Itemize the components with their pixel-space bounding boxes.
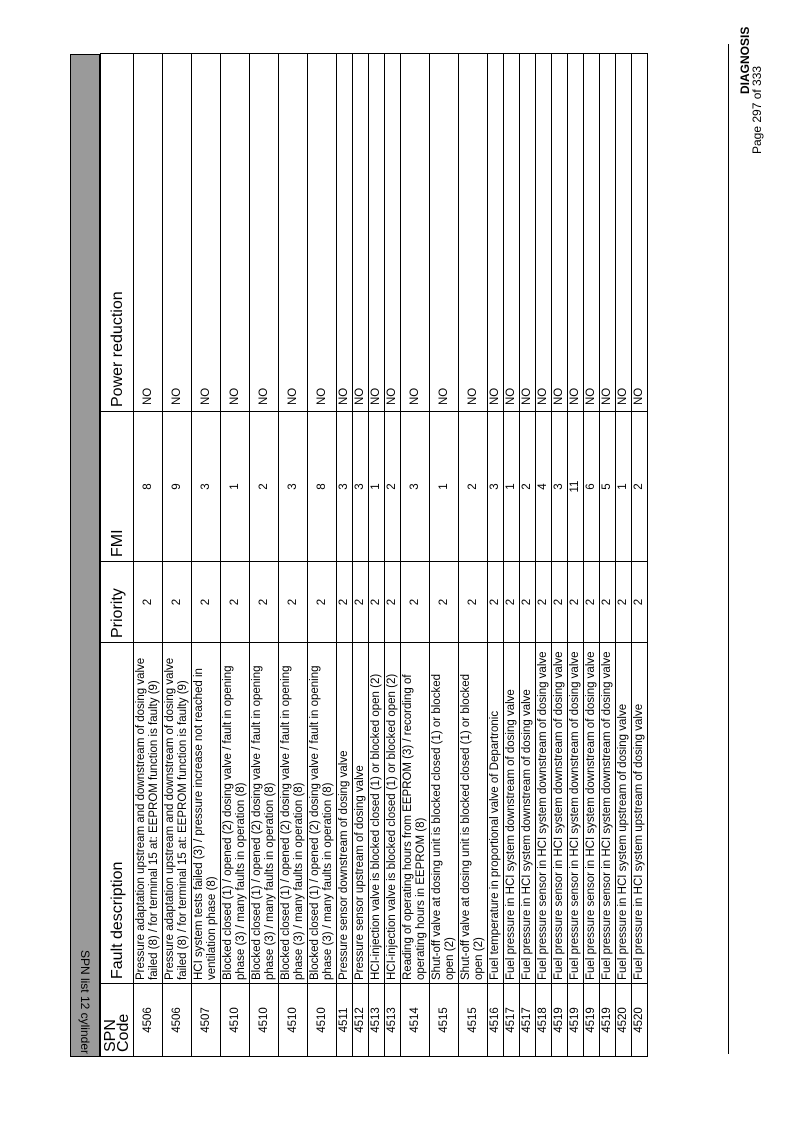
fmi-cell: 1 [616,412,632,562]
spn-cell: 4510 [250,984,279,1057]
header-rule [728,44,729,1054]
description-cell: Pressure sensor downstream of dosing valve [337,643,353,984]
spn-cell: 4506 [163,984,192,1057]
table-header-row [101,54,134,1057]
fmi-cell: 8 [134,412,163,562]
priority-cell: 2 [221,562,250,643]
priority-cell: 2 [385,562,401,643]
spn-cell: 4519 [552,984,568,1057]
description-cell: Pressure adaptation upstream and downstream of dosing valve failed (8) / for terminal 15 at: EEPROM function is faulty (9) [163,643,192,984]
priority-cell: 2 [337,562,353,643]
table-row [192,54,221,1057]
table-row [552,54,568,1057]
description-cell: Shut-off valve at dosing unit is blocked closed (1) or blocked open (2) [430,643,459,984]
power-reduction-cell: NO [369,54,385,412]
power-reduction-cell: NO [632,54,648,412]
description-cell: Blocked closed (1) / opened (2) dosing valve / fault in opening phase (3) / many faults in operation (8) [279,643,308,984]
description-cell: Pressure adaptation upstream and downstream of dosing valve failed (8) / for terminal 15 at: EEPROM function is faulty (9) [134,643,163,984]
table-row [504,54,520,1057]
description-cell: Fuel pressure sensor in HCI system downstream of dosing valve [584,643,600,984]
fmi-cell: 2 [250,412,279,562]
description-cell: Fuel pressure sensor in HCI system downstream of dosing valve [552,643,568,984]
fmi-cell: 2 [520,412,536,562]
power-reduction-cell: NO [401,54,430,412]
fmi-cell: 8 [308,412,337,562]
priority-cell: 2 [632,562,648,643]
power-reduction-cell: NO [568,54,584,412]
spn-cell: 4520 [632,984,648,1057]
sidebar-title: SPN list 12 cylinder [78,949,92,1054]
priority-cell: 2 [600,562,616,643]
description-cell: Shut-off valve at dosing unit is blocked closed (1) or blocked open (2) [459,643,488,984]
priority-cell: 2 [488,562,504,643]
priority-cell: 2 [536,562,552,643]
table-row [385,54,401,1057]
description-cell: Fuel temperature in proportional valve of Departronic [488,643,504,984]
power-reduction-cell: NO [552,54,568,412]
fmi-cell: 9 [163,412,192,562]
spn-cell: 4510 [308,984,337,1057]
power-reduction-cell: NO [134,54,163,412]
table-row [520,54,536,1057]
section-title: DIAGNOSIS [738,26,752,94]
power-reduction-cell: NO [584,54,600,412]
table-body [134,54,648,1057]
col-desc-header: Fault description [101,643,134,984]
spn-cell: 4511 [337,984,353,1057]
description-cell: Fuel pressure in HCI system downstream of dosing valve [504,643,520,984]
spn-cell: 4506 [134,984,163,1057]
fmi-cell: 3 [488,412,504,562]
table-row [600,54,616,1057]
power-reduction-cell: NO [459,54,488,412]
fmi-cell: 3 [337,412,353,562]
table-row [163,54,192,1057]
fmi-cell: 2 [385,412,401,562]
table-row [536,54,552,1057]
fmi-cell: 3 [192,412,221,562]
page-number: Page 297 of 333 [750,65,764,154]
power-reduction-cell: NO [536,54,552,412]
description-cell: Blocked closed (1) / opened (2) dosing valve / fault in opening phase (3) / many faults in operation (8) [308,643,337,984]
description-cell: HCI-injection valve is blocked closed (1) or blocked open (2) [385,643,401,984]
table-row [337,54,353,1057]
priority-cell: 2 [134,562,163,643]
priority-cell: 2 [568,562,584,643]
power-reduction-cell: NO [600,54,616,412]
priority-cell: 2 [504,562,520,643]
power-reduction-cell: NO [430,54,459,412]
priority-cell: 2 [401,562,430,643]
description-cell: Fuel pressure sensor in HCI system downstream of dosing valve [568,643,584,984]
fmi-cell: 1 [221,412,250,562]
power-reduction-cell: NO [250,54,279,412]
fmi-cell: 1 [504,412,520,562]
spn-cell: 4516 [488,984,504,1057]
fmi-cell: 2 [632,412,648,562]
fmi-cell: 3 [552,412,568,562]
table-row [221,54,250,1057]
spn-cell: 4513 [369,984,385,1057]
fmi-cell: 6 [584,412,600,562]
power-reduction-cell: NO [279,54,308,412]
table-row [568,54,584,1057]
fmi-cell: 5 [600,412,616,562]
sidebar-bar [70,54,100,1057]
priority-cell: 2 [369,562,385,643]
spn-cell: 4519 [600,984,616,1057]
description-cell: Fuel pressure in HCI system upstream of dosing valve [616,643,632,984]
col-priority-header: Priority [101,562,134,643]
description-cell: Fuel pressure in HCI system downstream of dosing valve [520,643,536,984]
fmi-cell: 3 [353,412,369,562]
power-reduction-cell: NO [488,54,504,412]
description-cell: HCI system tests failed (3) / pressure increase not reached in ventilation phase (8) [192,643,221,984]
fmi-cell: 2 [459,412,488,562]
power-reduction-cell: NO [163,54,192,412]
priority-cell: 2 [279,562,308,643]
table-row [308,54,337,1057]
priority-cell: 2 [250,562,279,643]
priority-cell: 2 [552,562,568,643]
table-row [134,54,163,1057]
priority-cell: 2 [192,562,221,643]
table-row [459,54,488,1057]
table-row [369,54,385,1057]
description-cell: Blocked closed (1) / opened (2) dosing valve / fault in opening phase (3) / many faults in operation (8) [221,643,250,984]
spn-cell: 4517 [520,984,536,1057]
priority-cell: 2 [163,562,192,643]
spn-cell: 4507 [192,984,221,1057]
table-row [250,54,279,1057]
description-cell: Pressure sensor upstream of dosing valve [353,643,369,984]
spn-cell: 4515 [459,984,488,1057]
fmi-cell: 4 [536,412,552,562]
power-reduction-cell: NO [221,54,250,412]
power-reduction-cell: NO [504,54,520,412]
spn-cell: 4510 [221,984,250,1057]
spn-table [100,53,648,1057]
spn-cell: 4520 [616,984,632,1057]
priority-cell: 2 [308,562,337,643]
table-row [632,54,648,1057]
priority-cell: 2 [584,562,600,643]
power-reduction-cell: NO [308,54,337,412]
spn-cell: 4513 [385,984,401,1057]
table-row [616,54,632,1057]
power-reduction-cell: NO [192,54,221,412]
table-row [584,54,600,1057]
fmi-cell: 1 [430,412,459,562]
description-cell: Blocked closed (1) / opened (2) dosing valve / fault in opening phase (3) / many faults in operation (8) [250,643,279,984]
description-cell: Fuel pressure in HCI system upstream of dosing valve [632,643,648,984]
fmi-cell: 11 [568,412,584,562]
fmi-cell: 3 [279,412,308,562]
fmi-cell: 1 [369,412,385,562]
spn-cell: 4519 [584,984,600,1057]
table-row [353,54,369,1057]
description-cell: Fuel pressure sensor in HCI system downstream of dosing valve [600,643,616,984]
table-row [488,54,504,1057]
description-cell: HCI-injection valve is blocked closed (1) or blocked open (2) [369,643,385,984]
fmi-cell: 3 [401,412,430,562]
col-fmi-header: FMI [101,412,134,562]
spn-cell: 4519 [568,984,584,1057]
table-row [279,54,308,1057]
col-spn-header: SPN Code [101,984,134,1057]
priority-cell: 2 [520,562,536,643]
spn-cell: 4512 [353,984,369,1057]
power-reduction-cell: NO [616,54,632,412]
table-row [401,54,430,1057]
priority-cell: 2 [616,562,632,643]
spn-cell: 4518 [536,984,552,1057]
priority-cell: 2 [430,562,459,643]
description-cell: Fuel pressure sensor in HCI system downstream of dosing valve [536,643,552,984]
power-reduction-cell: NO [337,54,353,412]
power-reduction-cell: NO [385,54,401,412]
col-power-header: Power reduction [101,54,134,412]
description-cell: Reading of operating hours from EEPROM (3) / recording of operating hours in EEPROM (8) [401,643,430,984]
spn-cell: 4515 [430,984,459,1057]
spn-cell: 4517 [504,984,520,1057]
priority-cell: 2 [459,562,488,643]
spn-cell: 4514 [401,984,430,1057]
priority-cell: 2 [353,562,369,643]
power-reduction-cell: NO [520,54,536,412]
spn-cell: 4510 [279,984,308,1057]
power-reduction-cell: NO [353,54,369,412]
table-row [430,54,459,1057]
